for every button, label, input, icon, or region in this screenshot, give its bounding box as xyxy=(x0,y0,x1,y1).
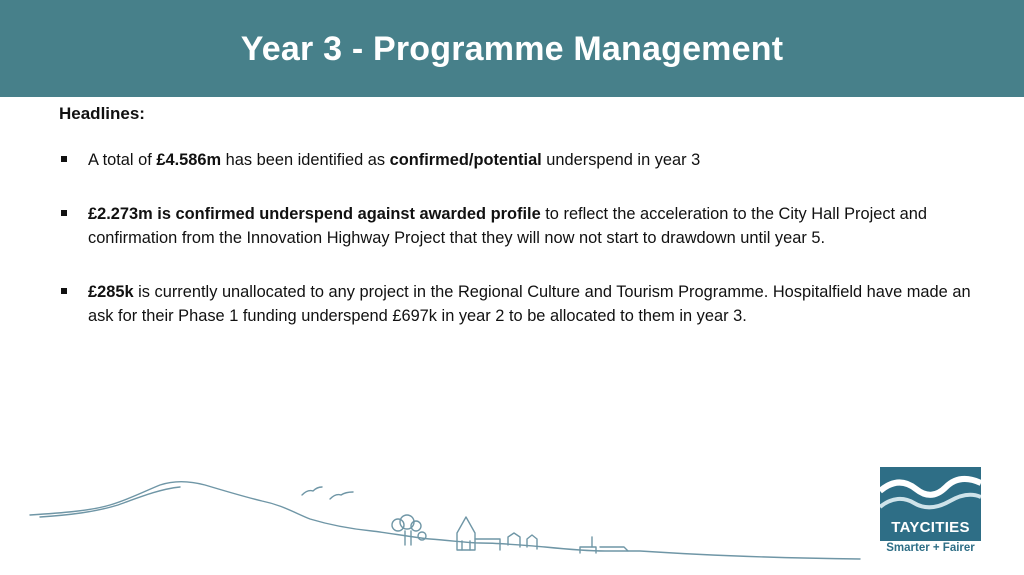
logo-emblem xyxy=(880,467,981,541)
taycities-logo xyxy=(880,467,981,560)
logo-wordmark: TAYCITIES xyxy=(891,519,970,536)
slide-title: Year 3 - Programme Management xyxy=(240,30,784,68)
bullet-square-icon xyxy=(61,156,67,162)
bullet-unallocated: £285k is currently unallocated to any project in the Regional Culture and Tourism Programme. Hospitalfield have made an ask for their Phase 1 funding underspend £697k in year 2 to be allocated to them in year 3. xyxy=(59,280,989,328)
bullet-confirmed-underspend: £2.273m is confirmed underspend against awarded profile to reflect the acceleration to the City Hall Project and confirmation from the Innovation Highway Project that they will now not start to drawdown until year 5. xyxy=(59,202,989,250)
slide-body xyxy=(59,104,989,358)
bullet-total-underspend: A total of £4.586m has been identified as confirmed/potential underspend in year 3 xyxy=(59,148,989,172)
river-wave-icon xyxy=(880,467,981,517)
bullet-list xyxy=(59,148,989,328)
bullet-square-icon xyxy=(61,288,67,294)
bullet-square-icon xyxy=(61,210,67,216)
landscape-illustration xyxy=(0,455,1024,575)
headlines-label: Headlines: xyxy=(59,104,145,123)
logo-tagline: Smarter + Fairer xyxy=(886,542,975,554)
title-bar xyxy=(0,0,1024,97)
